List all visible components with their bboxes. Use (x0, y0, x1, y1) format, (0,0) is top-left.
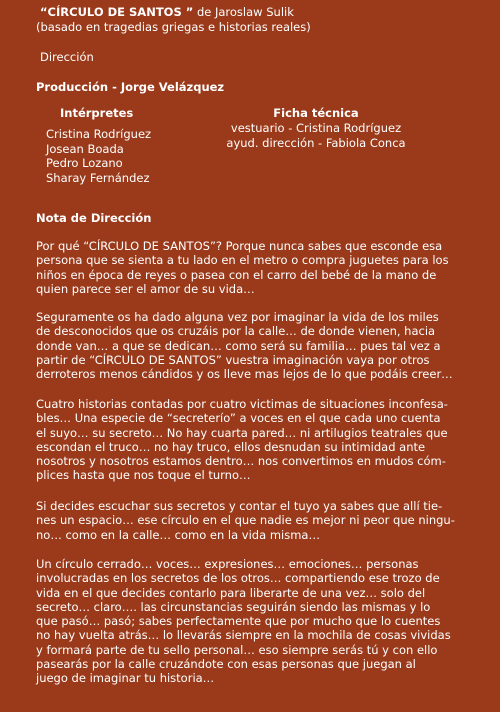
paragraph-line: Cuatro historias contadas por cuatro victimas de situaciones inconfesa- (36, 397, 448, 411)
direction-label: Dirección (40, 50, 94, 64)
paragraph-line: juego de imaginar tu historia… (36, 671, 215, 686)
production-line: Producción - Jorge Velázquez (36, 80, 225, 94)
paragraph-line: vida en el que decides contarlo para liberarte de una vez… solo del (36, 585, 426, 600)
cast-member: Cristina Rodríguez (46, 127, 152, 141)
paragraph-line: bles… Una especie de “secreterío” a voces en el que cada uno cuenta (36, 411, 441, 426)
credit-line: vestuario - Cristina Rodríguez (230, 121, 402, 135)
paragraph-line: que pasó… pasó; sabes perfectamente que por mucho que lo cuentes (36, 614, 441, 629)
paragraph-line: quien parece ser el amor de su vida… (36, 281, 255, 296)
paragraph-line: niños en época de reyes o pasea con el carro del bebé de la mano de (36, 267, 437, 282)
paragraph-line: involucradas en los secretos de los otros… compartiendo ese trozo de (36, 571, 440, 586)
note-paragraph (36, 239, 476, 296)
paragraph-line: nosotros y nosotros estamos dentro… nos convertimos en mudos cóm- (36, 454, 446, 469)
paragraph-line: derroteros menos cándidos y os lleve mas lejos de lo que podáis creer… (36, 367, 453, 382)
credit-line: ayud. dirección - Fabiola Conca (226, 135, 406, 150)
paragraph-line: pasearás por la calle cruzándote con esas personas que juegan al (36, 657, 416, 672)
note-paragraph (36, 397, 476, 483)
paragraph-line: plices hasta que nos toque el turno… (36, 468, 251, 483)
play-subtitle: (basado en tragedias griegas e historias reales) (36, 20, 311, 34)
cast-member: Josean Boada (46, 141, 124, 156)
paragraph-line: escondan el truco… no hay truco, ellos desnudan su intimidad ante (36, 439, 426, 454)
title-line (40, 5, 294, 19)
cast-list (46, 127, 151, 185)
credits-heading: Ficha técnica (273, 106, 359, 120)
paragraph-line: Un círculo cerrado… voces… expresiones… emociones… personas (36, 557, 419, 571)
paragraph-line: persona que se sienta a tu lado en el metro o compra juguetes para los (36, 253, 449, 268)
paragraph-line: y formará parte de tu sello personal… eso siempre serás tú y con ello (36, 642, 438, 657)
paragraph-line: no… como en la calle… como en la vida misma… (36, 527, 320, 542)
note-paragraph (36, 310, 476, 381)
note-heading: Nota de Dirección (36, 211, 152, 225)
play-title: “CÍRCULO DE SANTOS ” (40, 5, 194, 19)
paragraph-line: Seguramente os ha dado alguna vez por imaginar la vida de los miles (36, 310, 439, 324)
paragraph-line: donde van… a que se dedican… como será su familia… pues tal vez a (36, 338, 441, 353)
credits-list (216, 121, 416, 150)
note-paragraph (36, 557, 476, 686)
paragraph-line: partir de “CÍRCULO DE SANTOS” vuestra imaginación vaya por otros (36, 352, 430, 367)
play-author: de Jaroslaw Sulik (196, 5, 294, 19)
paragraph-line: secreto… claro…. las circunstancias seguirán siendo las mismas y lo (36, 599, 431, 614)
paragraph-line: el suyo… su secreto… No hay cuarta pared… ni artilugios teatrales que (36, 425, 448, 440)
paragraph-line: nes un espacio… ese círculo en el que nadie es mejor ni peor que ningu- (36, 513, 455, 528)
paragraph-line: no hay vuelta atrás… lo llevarás siempre en la mochila de cosas vividas (36, 628, 451, 643)
cast-member: Sharay Fernández (46, 170, 150, 185)
note-paragraph (36, 499, 476, 542)
cast-heading: Intérpretes (60, 106, 134, 120)
cast-member: Pedro Lozano (46, 156, 123, 170)
paragraph-line: Por qué “CÍRCULO DE SANTOS”? Porque nunca sabes que esconde esa (36, 239, 443, 253)
paragraph-line: Si decides escuchar sus secretos y contar el tuyo ya sabes que allí tie- (36, 499, 443, 513)
paragraph-line: de desconocidos que os cruzáis por la calle… de donde vienen, hacia (36, 324, 436, 339)
